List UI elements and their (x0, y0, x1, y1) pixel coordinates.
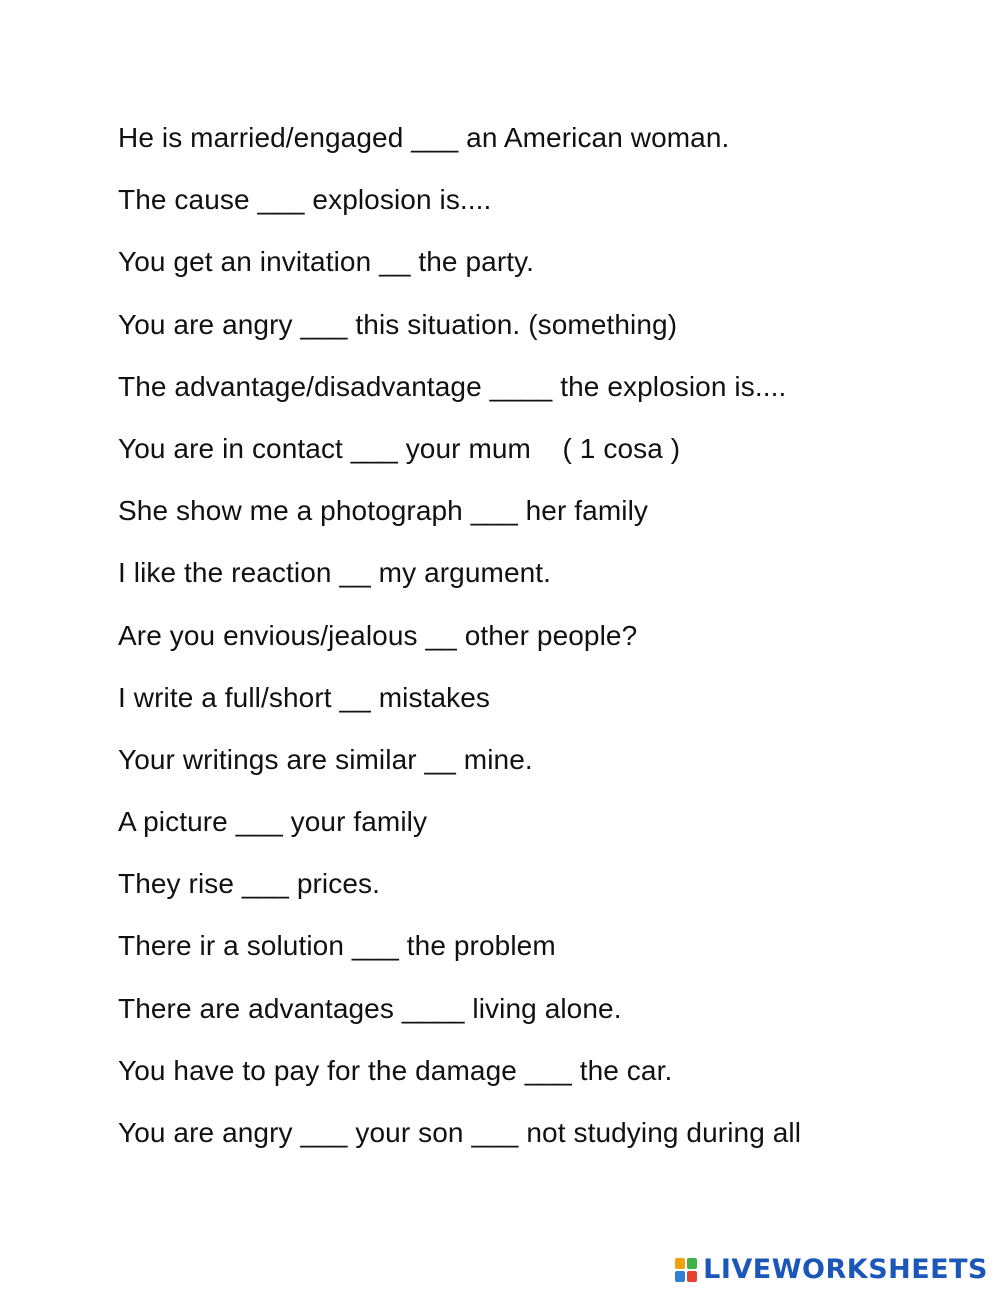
sentence-item: A picture ___ your family (118, 806, 428, 838)
sentence-item: The advantage/disadvantage ____ the explosion is.... (118, 370, 787, 402)
sentence-item: I like the reaction __ my argument. (118, 557, 552, 589)
sentence-item: You are angry ___ this situation. (something) (118, 308, 678, 340)
sentence-item: They rise ___ prices. (118, 868, 380, 900)
logo-square (687, 1258, 697, 1269)
sentence-item: You are angry ___ your son ___ not studying during all (118, 1117, 802, 1148)
sentence-item: You get an invitation __ the party. (118, 246, 535, 278)
sentence-item: The cause ___ explosion is.... (118, 184, 492, 216)
sentence-list (118, 116, 938, 1173)
sentence-item: There ir a solution ___ the problem (118, 930, 556, 962)
sentence-item: Are you envious/jealous __ other people? (118, 619, 638, 651)
brand-watermark (675, 1250, 988, 1290)
logo-square (675, 1258, 685, 1269)
logo-square (675, 1271, 685, 1282)
sentence-item: He is married/engaged ___ an American woman. (118, 122, 730, 153)
logo-square (687, 1271, 697, 1282)
brand-name: LIVEWORKSHEETS (703, 1254, 988, 1285)
sentence-item: You have to pay for the damage ___ the car. (118, 1054, 673, 1086)
sentence-item: She show me a photograph ___ her family (118, 495, 648, 527)
sentence-item: I write a full/short __ mistakes (118, 681, 490, 713)
sentence-item: There are advantages ____ living alone. (118, 992, 622, 1024)
sentence-item: Your writings are similar __ mine. (118, 743, 533, 775)
sentence-item: You are in contact ___ your mum ( 1 cosa ) (118, 432, 681, 464)
liveworksheets-logo-icon (675, 1258, 697, 1282)
